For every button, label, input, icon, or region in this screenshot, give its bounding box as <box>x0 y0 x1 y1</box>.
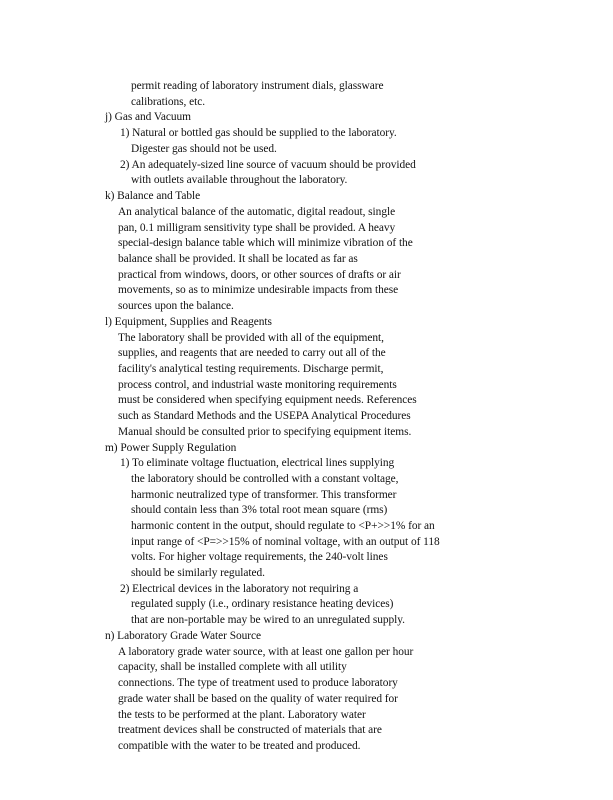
text-line: special-design balance table which will minimize vibration of the <box>118 237 413 249</box>
text-line: facility's analytical testing requirements. Discharge permit, <box>118 363 384 375</box>
text-line: the tests to be performed at the plant. Laboratory water <box>118 709 366 721</box>
text-line: connections. The type of treatment used to produce laboratory <box>118 677 398 689</box>
text-line: capacity, shall be installed complete with all utility <box>118 661 347 673</box>
text-line: should be similarly regulated. <box>131 567 265 579</box>
text-line: should contain less than 3% total root mean square (rms) <box>131 504 388 516</box>
text-line: 1) Natural or bottled gas should be supplied to the laboratory. <box>120 127 397 139</box>
text-line: that are non-portable may be wired to an unregulated supply. <box>131 614 405 626</box>
text-line: process control, and industrial waste monitoring requirements <box>118 379 397 391</box>
text-line: sources upon the balance. <box>118 300 234 312</box>
text-line: input range of <P=>>15% of nominal voltage, with an output of 118 <box>131 536 440 548</box>
text-line: 2) An adequately-sized line source of vacuum should be provided <box>120 159 416 171</box>
text-line: volts. For higher voltage requirements, the 240-volt lines <box>131 551 388 563</box>
text-line: regulated supply (i.e., ordinary resistance heating devices) <box>131 598 394 610</box>
text-line: practical from windows, doors, or other sources of drafts or air <box>118 269 401 281</box>
text-line: must be considered when specifying equipment needs. References <box>118 394 417 406</box>
text-line: the laboratory should be controlled with a constant voltage, <box>131 473 399 485</box>
text-line: pan, 0.1 milligram sensitivity type shall be provided. A heavy <box>118 222 396 234</box>
text-line: compatible with the water to be treated and produced. <box>118 740 361 752</box>
section-heading-l: l) Equipment, Supplies and Reagents <box>105 316 272 328</box>
text-line: calibrations, etc. <box>131 96 206 108</box>
text-line: supplies, and reagents that are needed to carry out all of the <box>118 347 386 359</box>
section-heading-j: j) Gas and Vacuum <box>105 111 191 123</box>
text-line: The laboratory shall be provided with all of the equipment, <box>118 332 384 344</box>
text-line: with outlets available throughout the laboratory. <box>131 174 348 186</box>
text-line: treatment devices shall be constructed of materials that are <box>118 724 382 736</box>
text-line: harmonic content in the output, should regulate to <P+>>1% for an <box>131 520 435 532</box>
text-line: A laboratory grade water source, with at least one gallon per hour <box>118 646 414 658</box>
text-line: such as Standard Methods and the USEPA Analytical Procedures <box>118 410 411 422</box>
text-line: permit reading of laboratory instrument dials, glassware <box>131 80 384 92</box>
section-heading-k: k) Balance and Table <box>105 190 201 202</box>
section-heading-m: m) Power Supply Regulation <box>105 442 237 454</box>
text-line: movements, so as to minimize undesirable impacts from these <box>118 284 399 296</box>
text-line: 1) To eliminate voltage fluctuation, electrical lines supplying <box>120 457 395 469</box>
text-line: balance shall be provided. It shall be located as far as <box>118 253 358 265</box>
text-line: 2) Electrical devices in the laboratory not requiring a <box>120 583 359 595</box>
text-line: grade water shall be based on the quality of water required for <box>118 693 398 705</box>
text-line: Manual should be consulted prior to specifying equipment items. <box>118 426 412 438</box>
text-line: harmonic neutralized type of transformer. This transformer <box>131 489 397 501</box>
section-heading-n: n) Laboratory Grade Water Source <box>105 630 262 642</box>
text-line: Digester gas should not be used. <box>131 143 277 155</box>
text-line: An analytical balance of the automatic, digital readout, single <box>118 206 396 218</box>
